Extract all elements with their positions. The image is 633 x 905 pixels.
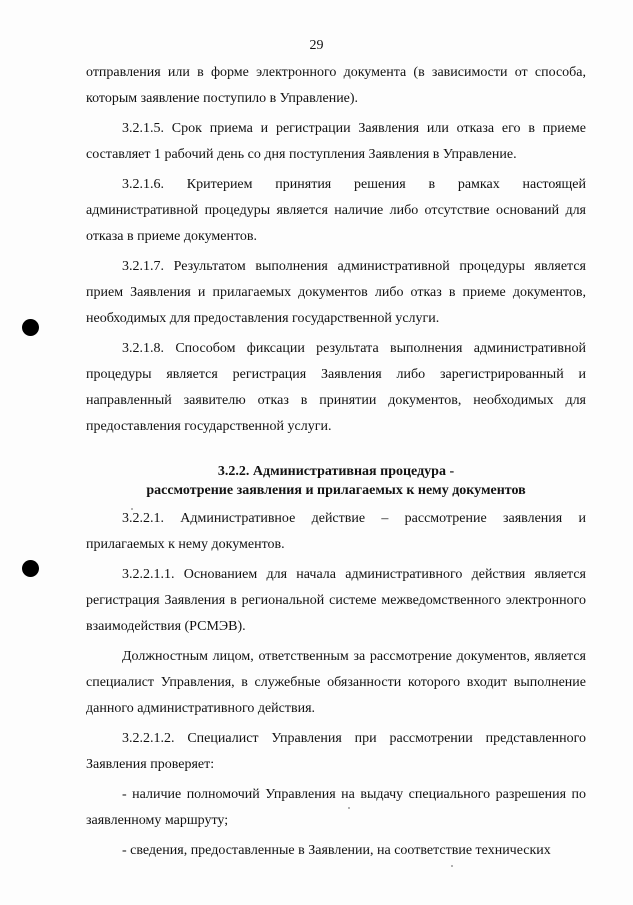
section-3-2-1-paragraphs [86,60,586,440]
punch-hole-mark [22,560,39,577]
paragraph: - сведения, предоставленные в Заявлении, на соответствие технических [122,843,551,858]
paragraph: отправления или в форме электронного документа (в зависимости от способа, которым заявление поступило в Управление). [86,65,586,106]
punch-hole-mark [22,319,39,336]
page-number: 29 [309,38,324,53]
paragraph: Должностным лицом, ответственным за рассмотрение документов, является специалист Управления, в служебные обязанности которого входит выполнение данного административного действия. [86,649,586,716]
section-heading [86,462,586,500]
paragraph: - наличие полномочий Управления на выдачу специального разрешения по заявленному маршруту; [86,787,586,828]
section-heading-line: 3.2.2. Административная процедура - [217,464,455,479]
document-body [86,60,586,868]
paragraph: 3.2.1.5. Срок приема и регистрации Заявления или отказа его в приеме составляет 1 рабочий день со дня поступления Заявления в Управление. [86,121,586,162]
paragraph: 3.2.1.8. Способом фиксации результата выполнения административной процедуры является регистрация Заявления либо зарегистрированный и направленный заявителю отказ в принятии документов, необходимых для предоставления государственной услуги. [86,341,586,434]
paragraph: 3.2.1.7. Результатом выполнения административной процедуры является прием Заявления и прилагаемых документов либо отказ в приеме документов, необходимых для предоставления государственной услуги. [86,259,586,326]
paragraph: 3.2.2.1.2. Специалист Управления при рассмотрении представленного Заявления проверяет: [86,731,586,772]
paragraph: 3.2.1.6. Критерием принятия решения в рамках настоящей административной процедуры является наличие либо отсутствие оснований для отказа в приеме документов. [86,177,586,244]
section-heading-line: рассмотрение заявления и прилагаемых к нему документов [146,483,526,498]
section-3-2-2-paragraphs [86,506,586,864]
paragraph: 3.2.2.1.1. Основанием для начала административного действия является регистрация Заявления в региональной системе межведомственного электронного взаимодействия (РСМЭВ). [86,567,586,634]
paragraph: 3.2.2.1. Административное действие – рассмотрение заявления и прилагаемых к нему документов. [86,511,586,552]
